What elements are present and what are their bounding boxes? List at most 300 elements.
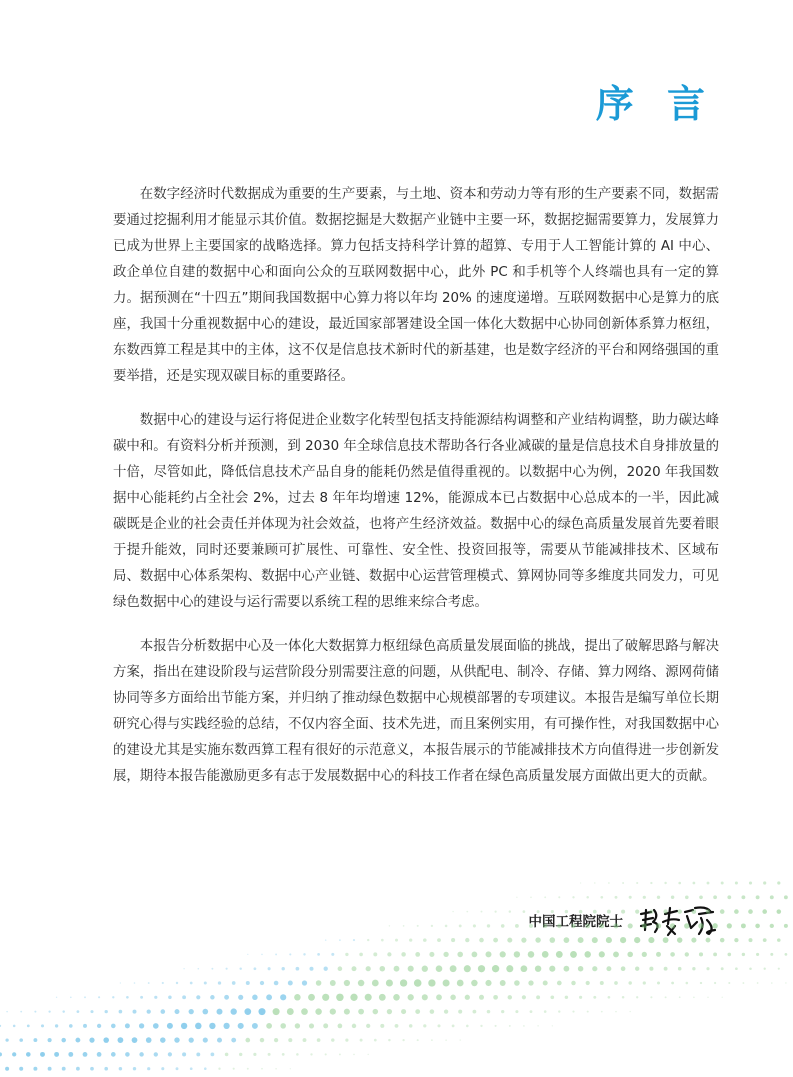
decor-dot	[20, 1011, 22, 1013]
decor-dot	[741, 923, 746, 928]
decor-dot	[274, 981, 279, 986]
decor-dot	[218, 981, 221, 984]
decor-dot	[373, 1009, 379, 1015]
decor-dot	[231, 1008, 237, 1014]
decor-dot	[608, 996, 611, 999]
decor-dot	[493, 995, 498, 1000]
decor-dot	[784, 895, 788, 899]
decor-dot	[515, 924, 519, 928]
decor-dot	[550, 937, 556, 943]
decor-dot	[233, 1068, 235, 1070]
decor-dot	[280, 994, 286, 1000]
decor-dot	[473, 924, 476, 927]
decor-dot	[290, 1068, 291, 1069]
decor-dot	[784, 924, 788, 928]
decor-dot	[209, 1023, 215, 1029]
decor-dot	[636, 882, 638, 884]
decor-dot	[485, 980, 491, 986]
decor-dot	[401, 1009, 406, 1014]
decor-dot	[537, 910, 540, 913]
decor-dot	[579, 996, 582, 999]
decor-dot	[182, 1052, 186, 1056]
decor-dot	[268, 1053, 271, 1056]
decor-dot	[266, 1023, 272, 1029]
decor-dot	[254, 967, 257, 970]
decor-dot	[125, 1052, 130, 1057]
decor-dot	[721, 967, 724, 970]
decor-dot	[450, 995, 456, 1001]
decor-dot	[649, 909, 653, 913]
decor-dot	[649, 967, 653, 971]
decor-dot	[296, 967, 300, 971]
decor-dot	[48, 1067, 52, 1071]
decor-dot	[387, 952, 391, 956]
decor-dot	[77, 1010, 80, 1013]
decor-dot	[358, 980, 365, 987]
preface-body	[113, 182, 719, 808]
decor-dot	[261, 954, 263, 956]
decor-dot	[13, 1025, 16, 1028]
decor-dot	[450, 965, 457, 972]
decor-dot	[530, 897, 532, 899]
decor-dot	[487, 1010, 491, 1014]
decor-dot	[310, 1053, 312, 1055]
decor-dot	[684, 923, 689, 928]
decor-dot	[244, 1008, 251, 1015]
decor-dot	[495, 1025, 497, 1027]
decor-dot	[727, 895, 731, 899]
decor-dot	[330, 1008, 336, 1014]
decor-dot	[167, 1023, 173, 1029]
decor-dot	[543, 924, 547, 928]
decor-dot	[97, 1052, 102, 1057]
decor-dot	[594, 882, 595, 883]
decor-dot	[593, 996, 596, 999]
decor-dot	[203, 1038, 208, 1043]
decor-dot	[714, 982, 716, 984]
decor-dot	[622, 882, 624, 884]
decor-dot	[386, 979, 393, 986]
decor-dot	[523, 910, 526, 913]
decor-dot	[196, 1052, 200, 1056]
decor-dot	[0, 1025, 1, 1027]
decor-dot	[699, 952, 703, 956]
decor-dot	[579, 910, 583, 914]
decor-dot	[507, 938, 512, 943]
decor-dot	[225, 1053, 229, 1057]
decor-dot	[366, 966, 371, 971]
decor-dot	[288, 1038, 292, 1042]
decor-dot	[345, 953, 348, 956]
decor-dot	[423, 938, 427, 942]
decor-dot	[260, 981, 264, 985]
decor-dot	[27, 1025, 30, 1028]
decor-dot	[70, 997, 72, 999]
decor-dot	[691, 938, 696, 943]
decor-dot	[621, 966, 626, 971]
decor-dot	[480, 1025, 482, 1027]
decor-dot	[757, 982, 759, 984]
decor-dot	[592, 966, 597, 971]
decor-dot	[735, 967, 738, 970]
decor-dot	[408, 994, 414, 1000]
decor-dot	[428, 979, 435, 986]
decor-dot	[770, 895, 774, 899]
decor-dot	[239, 967, 241, 969]
decor-dot	[606, 966, 611, 971]
decor-dot	[557, 981, 562, 986]
decor-dot	[238, 995, 243, 1000]
decor-dot	[417, 1039, 419, 1041]
decor-dot	[485, 951, 491, 957]
page-title: 序 言	[595, 82, 715, 126]
decor-dot	[195, 1023, 202, 1030]
decor-dot	[266, 994, 272, 1000]
decor-dot	[176, 982, 178, 984]
decor-dot	[183, 968, 184, 969]
decor-dot	[530, 1010, 533, 1013]
decor-dot	[239, 1053, 242, 1056]
decor-dot	[352, 1024, 356, 1028]
decor-dot	[147, 1009, 151, 1013]
decor-dot	[495, 911, 497, 913]
decor-dot	[400, 979, 407, 986]
decor-dot	[423, 1024, 426, 1027]
decor-dot	[607, 910, 611, 914]
decor-dot	[443, 979, 450, 986]
decor-dot	[663, 937, 669, 943]
decor-dot	[309, 967, 313, 971]
decor-dot	[706, 938, 711, 943]
decor-dot	[464, 965, 471, 972]
decor-dot	[535, 965, 541, 971]
decor-dot	[134, 982, 136, 984]
decor-dot	[330, 980, 336, 986]
decor-dot	[593, 910, 597, 914]
decor-dot	[19, 1038, 23, 1042]
decor-dot	[770, 953, 773, 956]
decor-dot	[90, 1067, 94, 1071]
decor-dot	[325, 939, 327, 941]
decor-dot	[558, 896, 560, 898]
decor-dot	[339, 1053, 341, 1055]
decor-dot	[344, 980, 350, 986]
decor-dot	[648, 937, 654, 943]
decor-dot	[514, 951, 520, 957]
decor-dot	[133, 1010, 137, 1014]
decor-dot	[436, 994, 442, 1000]
decor-dot	[26, 1052, 31, 1057]
decor-dot	[202, 1009, 208, 1015]
decor-dot	[571, 981, 575, 985]
decor-dot	[552, 1025, 553, 1026]
decor-dot	[126, 996, 129, 999]
decor-dot	[664, 882, 666, 884]
decor-dot	[762, 909, 767, 914]
decor-dot	[402, 1039, 404, 1041]
decor-dot	[226, 968, 228, 970]
decor-dot	[692, 967, 695, 970]
decor-dot	[353, 1054, 355, 1056]
decor-dot	[620, 937, 626, 943]
decor-dot	[564, 937, 570, 943]
decorative-dot-pattern	[0, 877, 793, 1077]
decor-dot	[479, 938, 484, 943]
decor-dot	[528, 951, 535, 958]
decor-dot	[785, 953, 788, 956]
decor-dot	[97, 1024, 101, 1028]
decor-dot	[303, 953, 305, 955]
decor-dot	[734, 938, 738, 942]
decor-dot	[712, 923, 717, 928]
decor-dot	[359, 953, 363, 957]
decor-dot	[615, 1011, 617, 1013]
decor-dot	[600, 896, 603, 899]
decor-dot	[358, 1009, 364, 1015]
decor-dot	[204, 1067, 207, 1070]
decor-dot	[273, 1008, 280, 1015]
decor-dot	[367, 1054, 368, 1055]
decor-dot	[372, 980, 379, 987]
decor-dot	[196, 995, 200, 999]
decor-dot	[466, 911, 468, 913]
decor-dot	[154, 1052, 158, 1056]
decor-dot	[452, 1025, 455, 1028]
decor-dot	[728, 982, 730, 984]
decor-dot	[146, 1037, 152, 1043]
decor-dot	[417, 925, 419, 927]
decor-dot	[33, 1038, 37, 1042]
decor-dot	[198, 968, 200, 970]
decor-dot	[294, 994, 301, 1001]
decor-dot	[544, 1010, 547, 1013]
decor-dot	[707, 882, 710, 885]
decor-dot	[771, 982, 773, 984]
decor-dot	[352, 966, 357, 971]
decor-dot	[671, 896, 674, 899]
decor-dot	[253, 1053, 256, 1056]
decor-dot	[19, 1067, 23, 1071]
decor-dot	[389, 925, 390, 926]
decor-dot	[479, 995, 484, 1000]
decor-dot	[656, 952, 661, 957]
decor-dot	[422, 994, 428, 1000]
decor-dot	[388, 1039, 390, 1041]
decor-dot	[572, 1011, 574, 1013]
decor-dot	[252, 1023, 258, 1029]
decor-dot	[445, 1039, 447, 1041]
decor-dot	[749, 938, 753, 942]
decor-dot	[160, 1037, 166, 1043]
decor-dot	[471, 980, 477, 986]
decor-dot	[600, 981, 604, 985]
decor-dot	[777, 881, 780, 884]
decor-dot	[643, 981, 646, 984]
decor-dot	[431, 925, 433, 927]
decor-dot	[741, 895, 745, 899]
decor-dot	[12, 1052, 16, 1056]
decor-dot	[316, 980, 322, 986]
decor-dot	[6, 1011, 8, 1013]
decor-dot	[403, 925, 405, 927]
decor-dot	[190, 982, 193, 985]
decor-dot	[749, 967, 752, 970]
decor-dot	[516, 897, 517, 898]
decor-dot	[601, 1011, 603, 1013]
decor-dot	[282, 1053, 285, 1056]
decor-dot	[529, 924, 533, 928]
decor-dot	[345, 1039, 348, 1042]
decor-dot	[443, 952, 448, 957]
decor-dot	[522, 995, 526, 999]
decor-dot	[585, 924, 590, 929]
decor-dot	[614, 981, 618, 985]
decor-dot	[451, 938, 455, 942]
decor-dot	[280, 1023, 286, 1029]
decor-dot	[303, 1038, 307, 1042]
decor-dot	[720, 938, 725, 943]
decor-dot	[317, 953, 320, 956]
decor-dot	[103, 1037, 109, 1043]
decor-dot	[756, 895, 760, 899]
decor-dot	[395, 939, 398, 942]
decor-dot	[509, 910, 511, 912]
decor-dot	[211, 968, 213, 970]
decor-dot	[608, 882, 610, 884]
decor-dot	[699, 895, 703, 899]
decor-dot	[133, 1067, 136, 1070]
decor-dot	[628, 923, 633, 928]
decor-dot	[247, 954, 248, 955]
decor-dot	[459, 924, 462, 927]
decor-dot	[528, 980, 533, 985]
decor-dot	[500, 951, 506, 957]
decor-dot	[521, 937, 526, 942]
decor-dot	[670, 952, 675, 957]
decor-dot	[707, 997, 708, 998]
decor-dot	[336, 994, 343, 1001]
decor-dot	[635, 910, 639, 914]
decor-dot	[706, 909, 711, 914]
decor-dot	[224, 995, 229, 1000]
decor-dot	[322, 994, 329, 1001]
decor-dot	[401, 952, 406, 957]
decor-dot	[472, 952, 478, 958]
decor-dot	[693, 997, 695, 999]
decor-dot	[176, 1067, 179, 1070]
decor-dot	[104, 1067, 108, 1071]
decor-dot	[323, 1023, 328, 1028]
decor-dot	[678, 967, 682, 971]
decor-dot	[621, 910, 625, 914]
decor-dot	[727, 953, 731, 957]
decor-dot	[685, 952, 689, 956]
decor-dot	[613, 951, 619, 957]
decor-dot	[381, 939, 384, 942]
decor-dot	[190, 1067, 193, 1070]
decor-dot	[698, 923, 703, 928]
decor-dot	[394, 966, 400, 972]
decor-dot	[436, 965, 443, 972]
decor-dot	[339, 939, 341, 941]
decor-dot	[686, 982, 689, 985]
decor-dot	[501, 1010, 504, 1013]
decor-dot	[599, 951, 605, 957]
decor-dot	[663, 909, 667, 913]
decor-dot	[147, 1067, 150, 1070]
decor-dot	[367, 939, 369, 941]
decor-dot	[374, 1039, 377, 1042]
decor-dot	[481, 911, 483, 913]
decor-dot	[105, 1010, 108, 1013]
decor-dot	[289, 953, 291, 955]
decor-dot	[161, 1067, 164, 1070]
decor-dot	[125, 1023, 130, 1028]
decor-dot	[678, 882, 681, 885]
decor-dot	[635, 967, 639, 971]
decor-dot	[75, 1038, 80, 1043]
decor-dot	[777, 909, 782, 914]
decor-dot	[325, 1053, 327, 1055]
decor-dot	[650, 996, 652, 998]
decor-dot	[260, 1038, 264, 1042]
decor-dot	[246, 981, 250, 985]
decor-dot	[62, 1010, 64, 1012]
decor-dot	[395, 1024, 399, 1028]
decor-dot	[763, 938, 767, 942]
decor-dot	[62, 1067, 66, 1071]
decor-dot	[181, 1023, 187, 1029]
decor-dot	[465, 938, 469, 942]
decor-dot	[437, 1024, 440, 1027]
decor-dot	[692, 909, 697, 914]
decor-dot	[112, 996, 114, 998]
decor-dot	[90, 1010, 93, 1013]
decor-dot	[431, 1039, 433, 1041]
decor-dot	[275, 1068, 277, 1070]
decor-dot	[492, 965, 499, 972]
decor-dot	[657, 982, 660, 985]
decor-dot	[571, 924, 576, 929]
decor-dot	[350, 994, 357, 1001]
decor-dot	[119, 1010, 123, 1014]
decor-dot	[756, 953, 759, 956]
decor-dot	[380, 1024, 384, 1028]
decor-dot	[508, 995, 512, 999]
decor-dot	[445, 925, 448, 928]
decor-dot	[778, 968, 780, 970]
decor-dot	[258, 1008, 265, 1015]
decor-dot	[550, 995, 554, 999]
decor-dot	[713, 952, 717, 956]
decor-dot	[671, 982, 674, 985]
decor-dot	[153, 1023, 159, 1029]
decor-dot	[586, 981, 590, 985]
decor-dot	[629, 896, 632, 899]
decor-dot	[409, 1024, 413, 1028]
decor-dot	[755, 924, 760, 929]
decor-dot	[338, 1024, 343, 1029]
decor-dot	[770, 924, 774, 928]
decor-dot	[592, 937, 598, 943]
decor-dot	[119, 1067, 122, 1070]
decor-dot	[338, 966, 343, 971]
decor-dot	[118, 1037, 124, 1043]
decor-dot	[247, 1068, 249, 1070]
decor-dot	[61, 1038, 65, 1043]
decor-dot	[189, 1037, 194, 1042]
decor-dot	[670, 923, 675, 928]
